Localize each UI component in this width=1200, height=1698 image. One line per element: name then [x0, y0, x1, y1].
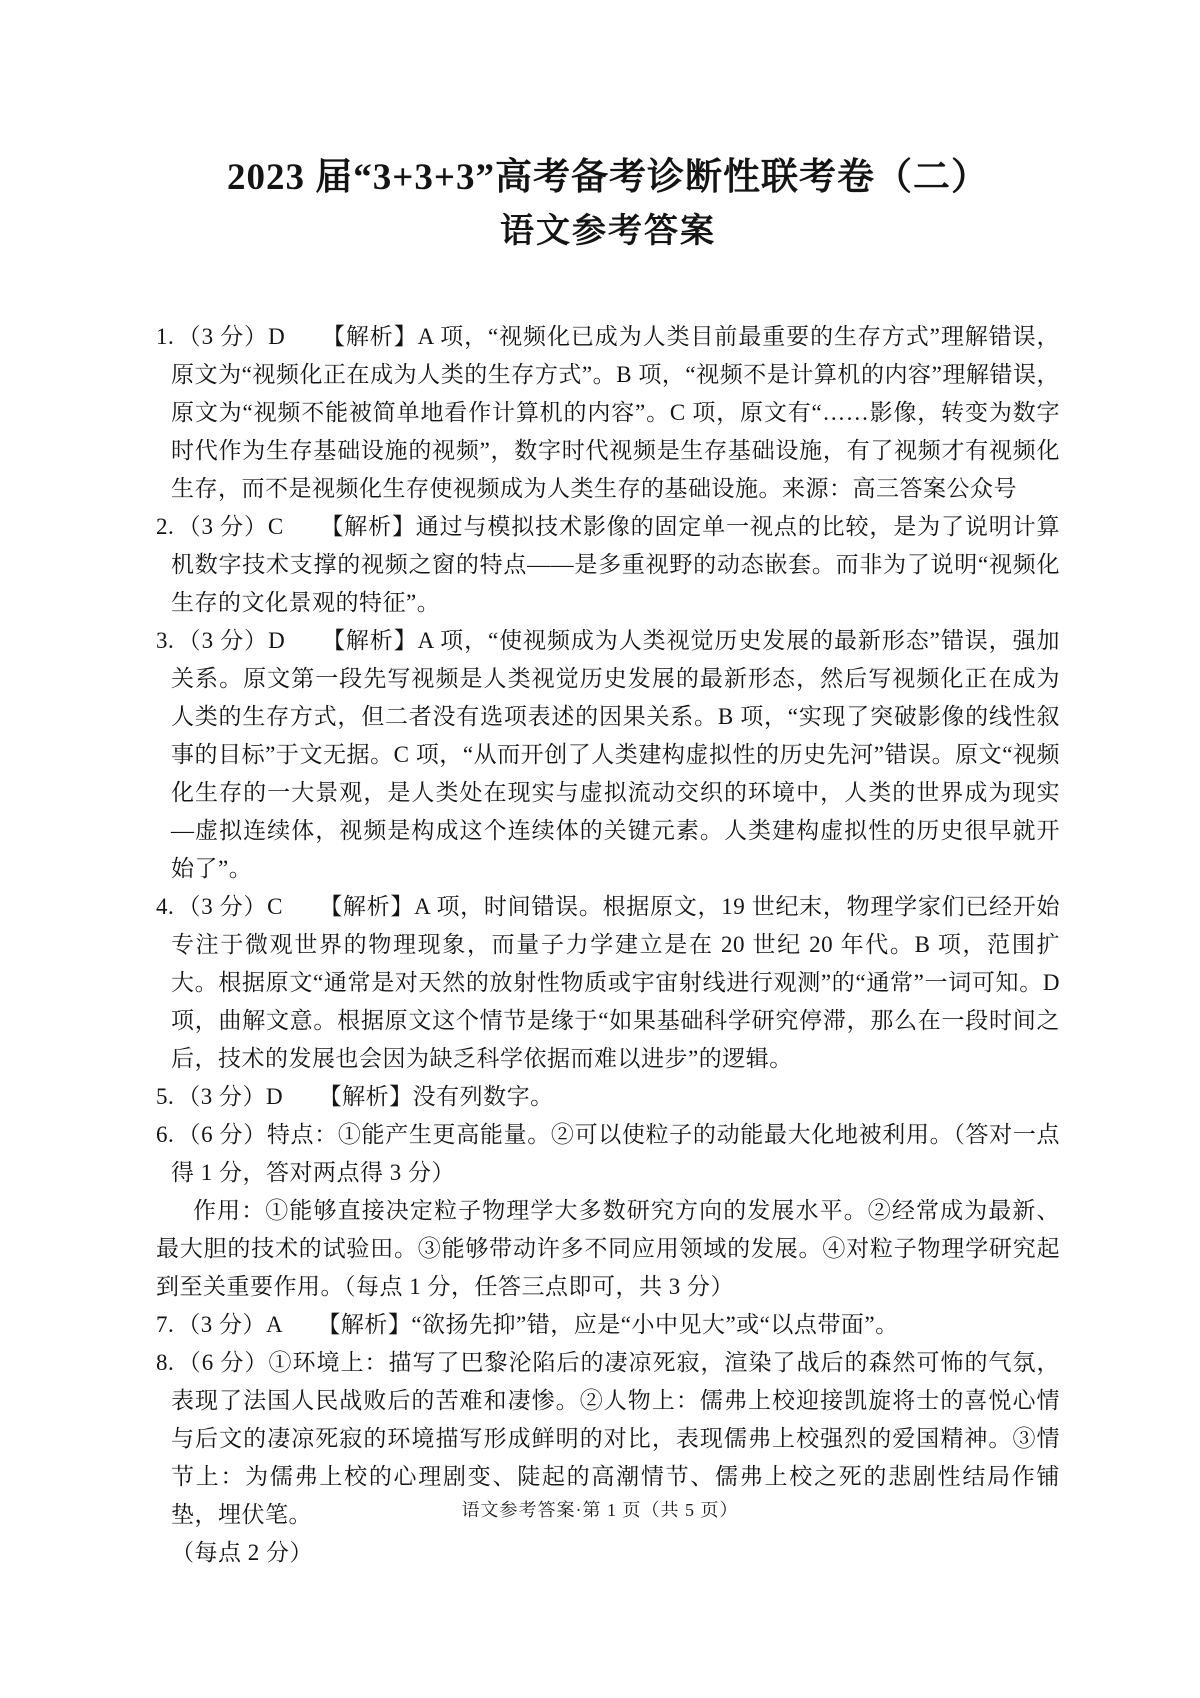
answer-item [156, 888, 1060, 1078]
answer-paragraph: 1. （3 分）D 【解析】A 项，“视频化已成为人类目前最重要的生存方式”理解错误，原文为“视频化正在成为人类的生存方式”。B 项，“视频不是计算机的内容”理解错误，原文为“视频不能被简单地看作计算机的内容”。C 项，原文有“……影像，转变为数字时代作为生存基础设施的视频”，数字时代视频是生存基础设施，有了视频才有视频化生存，而不是视频化生存使视频成为人类生存的基础设施。来源：高三答案公众号 [156, 324, 1060, 501]
answer-item [156, 1116, 1060, 1306]
item-number: 7. [156, 1312, 175, 1337]
answer-paragraph: 4. （3 分）C 【解析】A 项，时间错误。根据原文，19 世纪末，物理学家们已经开始专注于微观世界的物理现象，而量子力学建立是在 20 世纪 20 年代。B 项，范围扩大。根据原文“通常是对天然的放射性物质或宇宙射线进行观测”的“通常”一词可知。D 项，曲解文意。根据原文这个情节是缘于“如果基础科学研究停滞，那么在一段时间之后，技术的发展也会因为缺乏科学依据而难以进步”的逻辑。 [156, 894, 1060, 1071]
answer-list [156, 318, 1060, 1572]
page-subtitle: 语文参考答案 [500, 213, 716, 250]
page-footer: 语文参考答案·第 1 页（共 5 页） [461, 1500, 739, 1520]
answer-item [156, 508, 1060, 622]
answer-paragraph: 3. （3 分）D 【解析】A 项，“使视频成为人类视觉历史发展的最新形态”错误，强加关系。原文第一段先写视频是人类视觉历史发展的最新形态，然后写视频化正在成为人类的生存方式，但二者没有选项表述的因果关系。B 项，“实现了突破影像的线性叙事的目标”于文无据。C 项，“从而开创了人类建构虚拟性的历史先河”错误。原文“视频化生存的一大景观，是人类处在现实与虚拟流动交织的环境中，人类的世界成为现实—虚拟连续体，视频是构成这个连续体的关键元素。人类建构虚拟性的历史很早就开始了”。 [156, 628, 1060, 881]
item-number: 2. [156, 514, 175, 539]
answer-paragraph: 7. （3 分）A 【解析】“欲扬先抑”错，应是“小中见大”或“以点带面”。 [156, 1312, 899, 1337]
answer-item [156, 622, 1060, 888]
item-number: 3. [156, 628, 175, 653]
answer-paragraph: 5. （3 分）D 【解析】没有列数字。 [156, 1084, 554, 1109]
answer-paragraph: 作用：①能够直接决定粒子物理学大多数研究方向的发展水平。②经常成为最新、最大胆的技术的试验田。③能够带动许多不同应用领域的发展。④对粒子物理学研究起到至关重要作用。（每点 1 分，任答三点即可，共 3 分） [156, 1198, 1060, 1299]
answer-paragraph: （每点 2 分） [171, 1540, 313, 1565]
answer-item [156, 1306, 1060, 1344]
answer-item [156, 1344, 1060, 1572]
answer-item [156, 318, 1060, 508]
item-number: 6. [156, 1122, 175, 1147]
page-title: 2023 届“3+3+3”高考备考诊断性联考卷（二） [227, 157, 989, 198]
item-number: 1. [156, 324, 175, 349]
item-number: 5. [156, 1084, 175, 1109]
item-number: 8. [156, 1350, 175, 1375]
answer-paragraph: 8. （6 分）①环境上：描写了巴黎沦陷后的凄凉死寂，渲染了战后的森然可怖的气氛，表现了法国人民战败后的苦难和凄惨。②人物上：儒弗上校迎接凯旋将士的喜悦心情与后文的凄凉死寂的环境描写形成鲜明的对比，表现儒弗上校强烈的爱国精神。③情节上：为儒弗上校的心理剧变、陡起的高潮情节、儒弗上校之死的悲剧性结局作铺垫，埋伏笔。 [156, 1350, 1060, 1527]
item-number: 4. [156, 894, 175, 919]
answer-item [156, 1078, 1060, 1116]
answer-paragraph: 2. （3 分）C 【解析】通过与模拟技术影像的固定单一视点的比较，是为了说明计算机数字技术支撑的视频之窗的特点——是多重视野的动态嵌套。而非为了说明“视频化生存的文化景观的特征”。 [156, 514, 1060, 615]
answer-paragraph: 6. （6 分）特点：①能产生更高能量。②可以使粒子的动能最大化地被利用。（答对一点得 1 分，答对两点得 3 分） [156, 1122, 1060, 1185]
